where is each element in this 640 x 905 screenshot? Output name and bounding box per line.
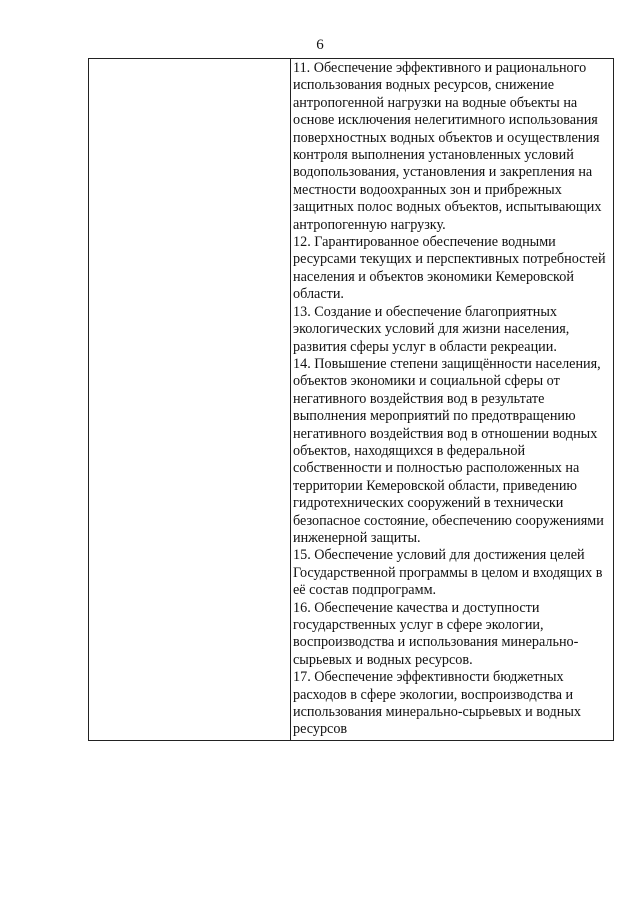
list-item-11: 11. Обеспечение эффективного и рационального использования водных ресурсов, снижение антропогенной нагрузки на водные объекты на основе исключения нелегитимного использования поверхностных водных объектов и осуществления контроля выполнения установленных условий водопользования, установления и закрепления на местности водоохранных зон и прибрежных защитных полос водных объектов, испытывающих антропогенную нагрузку. xyxy=(293,60,602,233)
list-item-13: 13. Создание и обеспечение благоприятных экологических условий для жизни населения, развития сферы услуг в области рекреации. xyxy=(293,303,570,355)
list-item-16: 16. Обеспечение качества и доступности государственных услуг в сфере экологии, воспроизводства и использования минерально-сырьевых и водных ресурсов. xyxy=(293,599,579,668)
empty-left-cell xyxy=(89,59,291,741)
list-item-17: 17. Обеспечение эффективности бюджетных расходов в сфере экологии, воспроизводства и использования минерально-сырьевых и водных ресурсов xyxy=(293,669,581,738)
table-row xyxy=(89,59,614,741)
page-number: 6 xyxy=(316,37,324,53)
document-table xyxy=(88,58,614,741)
goals-list-cell xyxy=(291,59,614,741)
list-item-14: 14. Повышение степени защищённости населения, объектов экономики и социальной сферы от негативного воздействия вод в результате выполнения мероприятий по предотвращению негативного воздействия вод в отношении водных объектов, находящихся в федеральной собственности и полностью расположенных на территории Кемеровской области, приведению гидротехнических сооружений в технически безопасное состояние, обеспечению сооружениями инженерной защиты. xyxy=(293,355,604,546)
list-item-15: 15. Обеспечение условий для достижения целей Государственной программы в целом и входящих в её состав подпрограмм. xyxy=(293,547,603,599)
list-item-12: 12. Гарантированное обеспечение водными ресурсами текущих и перспективных потребностей населения и объектов экономики Кемеровской области. xyxy=(293,234,606,303)
